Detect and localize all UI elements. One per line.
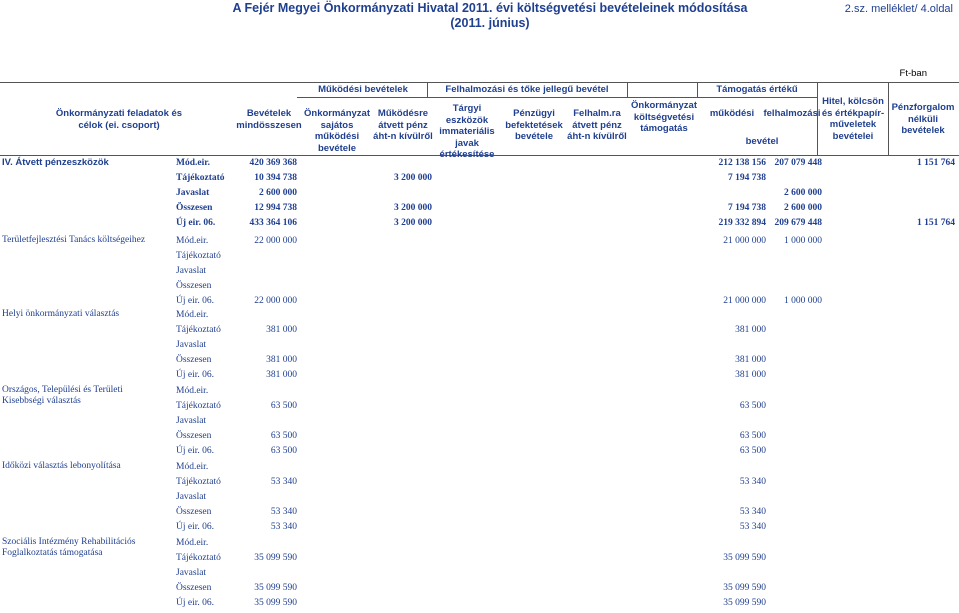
section-name: Helyi önkormányzati választás xyxy=(2,309,120,319)
col-cap-assets: Tárgyi eszközök immateriális javak értékesítése xyxy=(439,103,495,160)
cell-sup-operating: 381 000 xyxy=(735,325,766,335)
cell-sup-operating: 63 500 xyxy=(739,431,766,441)
row-label: Új eir. 06. xyxy=(176,446,214,456)
row-label: Új eir. 06. xyxy=(176,598,214,608)
section-name: Szociális Intézmény Rehabilitációs Foglalkoztatás támogatása xyxy=(2,537,136,558)
row-label: Összesen xyxy=(176,431,212,441)
page-reference: 2.sz. melléklet/ 4.oldal xyxy=(844,3,953,15)
header-top-rule xyxy=(0,82,959,83)
cell-sup-capital: 2 600 000 xyxy=(784,203,822,213)
cell-total: 22 000 000 xyxy=(254,236,297,246)
cell-sup-operating: 53 340 xyxy=(739,522,766,532)
cell-total: 12 994 738 xyxy=(254,203,297,213)
row-label: Tájékoztató xyxy=(176,477,221,487)
cell-sup-operating: 7 194 738 xyxy=(728,203,766,213)
section-name: Országos, Települési és Területi Kisebbségi választás xyxy=(2,385,123,406)
col-op-own: Önkormányzat sajátos működési bevétele xyxy=(304,108,370,154)
cell-total: 53 340 xyxy=(270,477,297,487)
cell-sup-operating: 53 340 xyxy=(739,507,766,517)
row-label: Javaslat xyxy=(176,568,207,578)
section-name: Területfejlesztési Tanács költségeihez xyxy=(2,235,146,245)
cell-total: 63 500 xyxy=(270,431,297,441)
col-sup-capital: felhalmozási xyxy=(763,108,821,119)
cell-sup-capital: 209 679 448 xyxy=(774,218,822,228)
col-task: Önkormányzati feladatok és célok (ei. csoport) xyxy=(55,108,183,131)
row-label: Új eir. 06. xyxy=(176,370,214,380)
col-cap-financial: Pénzügyi befektetések bevétele xyxy=(505,108,563,142)
cell-sup-operating: 63 500 xyxy=(739,446,766,456)
row-label: Javaslat xyxy=(176,266,207,276)
cell-total: 53 340 xyxy=(270,507,297,517)
col-total: Bevételek mindösszesen xyxy=(236,108,302,131)
row-label: Mód.eir. xyxy=(176,462,209,472)
row-label: Javaslat xyxy=(176,340,207,350)
section-name: IV. Átvett pénzeszközök xyxy=(2,157,109,168)
cell-sup-operating: 212 138 156 xyxy=(718,158,766,168)
cell-total: 381 000 xyxy=(266,370,297,380)
cell-op-transfer: 3 200 000 xyxy=(394,218,432,228)
row-label: Új eir. 06. xyxy=(176,522,214,532)
cell-sup-capital: 2 600 000 xyxy=(784,188,822,198)
col-sup-operating: működési xyxy=(709,108,755,119)
cell-total: 63 500 xyxy=(270,446,297,456)
section-name: Időközi választás lebonyolítása xyxy=(2,461,121,471)
row-label: Mód.eir. xyxy=(176,158,210,168)
cell-total: 53 340 xyxy=(270,522,297,532)
row-label: Tájékoztató xyxy=(176,251,221,261)
row-label: Tájékoztató xyxy=(176,325,221,335)
cell-sup-capital: 1 000 000 xyxy=(784,296,822,306)
row-label: Új eir. 06. xyxy=(176,218,216,228)
cell-sup-operating: 35 099 590 xyxy=(723,598,766,608)
col-nonbudget: Pénzforgalom nélküli bevételek xyxy=(891,102,955,136)
cell-sup-operating: 381 000 xyxy=(735,355,766,365)
cell-total: 2 600 000 xyxy=(259,188,297,198)
cell-op-transfer: 3 200 000 xyxy=(394,173,432,183)
cell-sup-operating: 21 000 000 xyxy=(723,296,766,306)
cell-nonbudget: 1 151 764 xyxy=(917,158,955,168)
cell-sup-operating: 381 000 xyxy=(735,370,766,380)
row-label: Mód.eir. xyxy=(176,386,209,396)
col-group-support: Támogatás értékű xyxy=(716,84,798,95)
row-label: Mód.eir. xyxy=(176,310,209,320)
row-label: Összesen xyxy=(176,281,212,291)
cell-total: 433 364 106 xyxy=(249,218,297,228)
col-op-transfer: Működésre átvett pénz áht-n kívülről xyxy=(373,108,433,142)
cell-total: 10 394 738 xyxy=(254,173,297,183)
report-period: (2011. június) xyxy=(450,16,530,30)
cell-total: 420 369 368 xyxy=(249,158,297,168)
cell-sup-operating: 63 500 xyxy=(739,401,766,411)
row-label: Összesen xyxy=(176,203,213,213)
row-label: Összesen xyxy=(176,507,212,517)
currency-unit: Ft-ban xyxy=(899,68,927,79)
cell-total: 381 000 xyxy=(266,355,297,365)
row-label: Javaslat xyxy=(176,188,210,198)
row-label: Tájékoztató xyxy=(176,173,225,183)
cell-total: 35 099 590 xyxy=(254,583,297,593)
cell-sup-operating: 21 000 000 xyxy=(723,236,766,246)
cell-total: 22 000 000 xyxy=(254,296,297,306)
cell-sup-operating: 7 194 738 xyxy=(728,173,766,183)
row-label: Javaslat xyxy=(176,416,207,426)
col-cap-transfer: Felhalm.ra átvett pénz áht-n kívülről xyxy=(567,108,627,142)
row-label: Javaslat xyxy=(176,492,207,502)
cell-total: 35 099 590 xyxy=(254,553,297,563)
row-label: Tájékoztató xyxy=(176,553,221,563)
header-divider xyxy=(627,82,628,97)
cell-sup-operating: 35 099 590 xyxy=(723,583,766,593)
row-label: Mód.eir. xyxy=(176,538,209,548)
cell-sup-operating: 35 099 590 xyxy=(723,553,766,563)
cell-sup-operating: 53 340 xyxy=(739,477,766,487)
cell-nonbudget: 1 151 764 xyxy=(917,218,955,228)
row-label: Összesen xyxy=(176,583,212,593)
cell-op-transfer: 3 200 000 xyxy=(394,203,432,213)
row-label: Új eir. 06. xyxy=(176,296,214,306)
row-label: Mód.eir. xyxy=(176,236,209,246)
header-group-rule xyxy=(297,97,817,98)
col-loans: Hitel, kölcsön és értékpapír-műveletek bevételei xyxy=(821,96,885,142)
row-label: Összesen xyxy=(176,355,212,365)
col-group-operating: Működési bevételek xyxy=(318,84,408,95)
cell-sup-operating: 219 332 894 xyxy=(718,218,766,228)
report-title: A Fejér Megyei Önkormányzati Hivatal 2011. évi költségvetési bevételeinek módosítása xyxy=(232,1,748,15)
col-group-capital: Felhalmozási és tőke jellegű bevétel xyxy=(445,84,609,95)
cell-total: 35 099 590 xyxy=(254,598,297,608)
col-sup-revenue: bevétel xyxy=(745,136,779,147)
cell-total: 381 000 xyxy=(266,325,297,335)
col-municipal-support: Önkormányzat költségvetési támogatás xyxy=(631,100,697,134)
cell-total: 63 500 xyxy=(270,401,297,411)
cell-sup-capital: 207 079 448 xyxy=(774,158,822,168)
cell-sup-capital: 1 000 000 xyxy=(784,236,822,246)
row-label: Tájékoztató xyxy=(176,401,221,411)
